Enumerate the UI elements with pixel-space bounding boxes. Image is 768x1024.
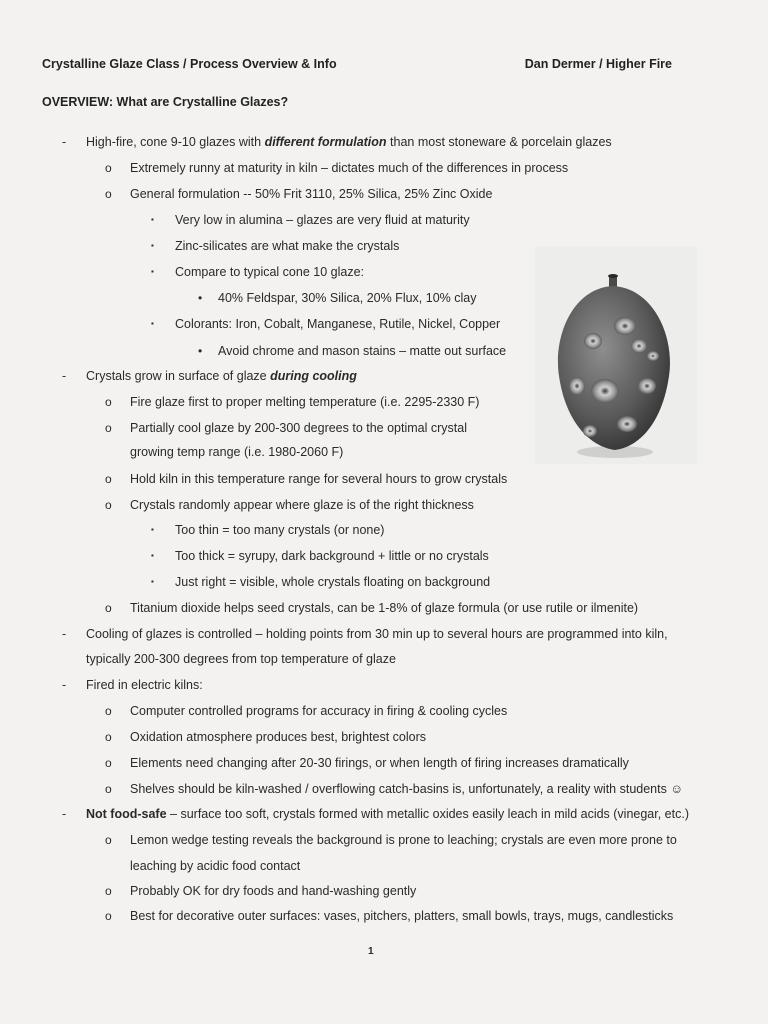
list-item-continued: typically 200-300 degrees from top temperature of glaze (86, 652, 396, 666)
list-item: 40% Feldspar, 30% Silica, 20% Flux, 10% clay (218, 291, 477, 305)
list-item: Fire glaze first to proper melting temperature (i.e. 2295-2330 F) (130, 395, 480, 409)
list-item: High-fire, cone 9-10 glazes with different formulation than most stoneware & porcelain glazes (86, 135, 612, 149)
square-bullet: ▪ (151, 525, 154, 534)
list-item: Compare to typical cone 10 glaze: (175, 265, 364, 279)
circle-bullet: o (105, 498, 112, 512)
circle-bullet: o (105, 421, 112, 435)
list-item: Colorants: Iron, Cobalt, Manganese, Rutile, Nickel, Copper (175, 317, 501, 331)
list-item: Not food-safe – surface too soft, crystals formed with metallic oxides easily leach in mild acids (vinegar, etc.) (86, 807, 689, 821)
header-author: Dan Dermer / Higher Fire (524, 57, 672, 71)
circle-bullet: o (105, 756, 112, 770)
list-item: Titanium dioxide helps seed crystals, can be 1-8% of glaze formula (or use rutile or ilmenite) (130, 601, 639, 615)
circle-bullet: o (105, 730, 112, 744)
list-item: General formulation -- 50% Frit 3110, 25% Silica, 25% Zinc Oxide (130, 187, 493, 201)
list-item: Hold kiln in this temperature range for several hours to grow crystals (130, 472, 508, 486)
page-number: 1 (368, 946, 374, 957)
circle-bullet: o (105, 833, 112, 847)
circle-bullet: o (105, 704, 112, 718)
circle-bullet: o (105, 187, 112, 201)
square-bullet: ▪ (151, 241, 154, 250)
list-item: Lemon wedge testing reveals the background is prone to leaching; crystals are even more prone to (130, 833, 677, 847)
square-bullet: ▪ (151, 215, 154, 224)
list-item: Best for decorative outer surfaces: vases, pitchers, platters, small bowls, trays, mugs, candlesticks (130, 909, 674, 923)
dash-bullet: - (62, 678, 67, 692)
header-title: Crystalline Glaze Class / Process Overview & Info (42, 57, 337, 71)
dash-bullet: - (62, 369, 67, 383)
list-item: Too thick = syrupy, dark background + little or no crystals (175, 549, 489, 563)
list-item: Avoid chrome and mason stains – matte out surface (218, 344, 507, 358)
list-item: Extremely runny at maturity in kiln – dictates much of the differences in process (130, 161, 569, 175)
list-item: Too thin = too many crystals (or none) (175, 523, 385, 537)
list-item: Zinc-silicates are what make the crystals (175, 239, 400, 253)
list-item: Partially cool glaze by 200-300 degrees to the optimal crystal (130, 421, 467, 435)
list-item: Very low in alumina – glazes are very fluid at maturity (175, 213, 470, 227)
dash-bullet: - (62, 807, 67, 821)
list-item: Just right = visible, whole crystals floating on background (175, 575, 491, 589)
list-item: Crystals grow in surface of glaze during cooling (86, 369, 357, 383)
circle-bullet: o (105, 782, 112, 796)
dot-bullet: • (198, 344, 203, 358)
vase-photo (535, 246, 697, 464)
circle-bullet: o (105, 601, 112, 615)
list-item: Cooling of glazes is controlled – holding points from 30 min up to several hours are programmed into kiln, (86, 627, 668, 641)
square-bullet: ▪ (151, 267, 154, 276)
vase-illustration (535, 246, 697, 464)
list-item: Shelves should be kiln-washed / overflowing catch-basins is, unfortunately, a reality with students ☺ (130, 782, 684, 796)
circle-bullet: o (105, 884, 112, 898)
square-bullet: ▪ (151, 551, 154, 560)
list-item: Computer controlled programs for accuracy in firing & cooling cycles (130, 704, 508, 718)
dot-bullet: • (198, 291, 203, 305)
list-item-continued: growing temp range (i.e. 1980-2060 F) (130, 445, 344, 459)
square-bullet: ▪ (151, 577, 154, 586)
list-item: Probably OK for dry foods and hand-washing gently (130, 884, 417, 898)
dash-bullet: - (62, 135, 67, 149)
circle-bullet: o (105, 909, 112, 923)
circle-bullet: o (105, 161, 112, 175)
list-item-continued: leaching by acidic food contact (130, 859, 301, 873)
circle-bullet: o (105, 395, 112, 409)
circle-bullet: o (105, 472, 112, 486)
list-item: Oxidation atmosphere produces best, brightest colors (130, 730, 426, 744)
overview-heading: OVERVIEW: What are Crystalline Glazes? (42, 95, 289, 109)
dash-bullet: - (62, 627, 67, 641)
list-item: Elements need changing after 20-30 firings, or when length of firing increases dramatically (130, 756, 629, 770)
square-bullet: ▪ (151, 319, 154, 328)
list-item: Fired in electric kilns: (86, 678, 203, 692)
list-item: Crystals randomly appear where glaze is of the right thickness (130, 498, 474, 512)
